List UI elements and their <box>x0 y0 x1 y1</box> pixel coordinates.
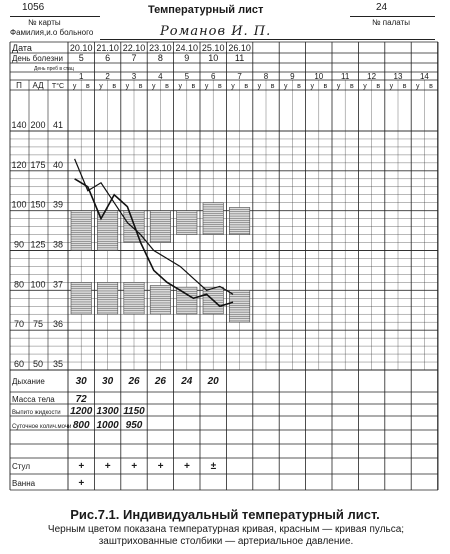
date-cell: 25.10 <box>201 43 225 53</box>
time-morning-label: у <box>99 83 103 90</box>
breath-cell: 26 <box>128 376 140 387</box>
time-evening-label: в <box>217 83 222 90</box>
bp-bar <box>71 211 91 251</box>
time-evening-label: в <box>323 83 328 90</box>
date-cell: 20.10 <box>69 43 93 53</box>
date-cell: 24.10 <box>175 43 199 53</box>
bath-label: Ванна <box>12 479 36 488</box>
time-morning-label: у <box>416 83 420 90</box>
pulse-scale-value: 140 <box>11 120 27 130</box>
stay-day-cell: 2 <box>105 72 110 81</box>
pulse-scale-value: 120 <box>11 159 27 170</box>
illness-day-cell: 6 <box>105 53 111 63</box>
stool-cell: ± <box>210 461 216 472</box>
stay-day-cell: 5 <box>184 72 190 81</box>
time-morning-label: у <box>231 83 235 90</box>
patient-name-label: Фамилия,и.о больного <box>10 28 94 37</box>
date-cell: 26.10 <box>228 43 251 53</box>
stay-day-cell: 10 <box>314 72 324 81</box>
card-number-label: № карты <box>28 18 61 27</box>
bp-bar <box>124 282 144 314</box>
stay-day-cell: 4 <box>158 72 163 81</box>
time-morning-label: у <box>336 83 341 90</box>
time-evening-label: в <box>85 83 90 90</box>
fluid-intake-cell: 1300 <box>96 406 119 417</box>
illness-day-cell: 7 <box>131 53 137 63</box>
stay-day-cell: 7 <box>237 72 242 81</box>
pulse-scale-value: 90 <box>13 239 25 250</box>
bp-bar <box>97 282 117 314</box>
time-evening-label: в <box>402 83 407 90</box>
urine-output-cell: 800 <box>72 420 90 431</box>
time-evening-label: в <box>429 83 433 90</box>
time-morning-label: у <box>363 83 367 90</box>
time-evening-label: в <box>376 83 381 90</box>
time-morning-label: у <box>204 83 209 90</box>
bp-bar <box>150 211 170 243</box>
temp-scale-value: 36 <box>52 319 64 330</box>
pulse-scale-value: 70 <box>13 319 25 330</box>
time-evening-label: в <box>112 83 117 90</box>
bp-scale-value: 75 <box>32 319 44 330</box>
bp-scale-value: 200 <box>30 120 46 130</box>
urine-output-label: Суточное колич.мочи <box>12 424 72 430</box>
illness-day-cell: 9 <box>184 53 190 63</box>
bp-bar <box>229 290 249 322</box>
sheet-title: Температурный лист <box>148 4 264 16</box>
stool-cell: + <box>157 461 164 472</box>
pulse-scale-value: 80 <box>13 279 25 290</box>
time-evening-label: в <box>244 83 249 90</box>
figure-caption-text: Черным цветом показана температурная кривая, красным — кривая пульса; заштрихованные столбики — артериальное давление. <box>47 524 405 547</box>
time-morning-label: у <box>310 83 314 90</box>
time-morning-label: у <box>178 83 182 90</box>
stool-cell: + <box>78 461 85 472</box>
illness-day-cell: 10 <box>208 53 219 63</box>
fluid-intake-label: Выпито жидкости <box>12 410 61 416</box>
breath-cell: 26 <box>154 376 166 387</box>
pulse-scale-value: 60 <box>13 359 25 369</box>
bp-bar <box>203 203 223 235</box>
stay-day-cell: 14 <box>419 72 429 81</box>
stay-day-cell: 1 <box>78 72 84 81</box>
ad-scale-header: АД <box>32 81 44 90</box>
breath-cell: 20 <box>207 376 219 387</box>
weight-cell: 72 <box>75 394 87 405</box>
pulse-scale-value: 100 <box>11 199 27 210</box>
temp-scale-value: 37 <box>52 279 64 290</box>
stay-day-cell: 11 <box>341 72 350 81</box>
bp-scale-value: 50 <box>32 359 44 369</box>
time-morning-label: у <box>389 83 394 90</box>
stay-day-cell: 8 <box>263 72 269 81</box>
time-evening-label: в <box>138 83 143 90</box>
fluid-intake-cell: 1200 <box>70 406 93 417</box>
date-cell: 21.10 <box>96 43 119 53</box>
stool-cell: + <box>183 461 190 472</box>
bp-bar <box>71 282 91 314</box>
bp-scale-value: 150 <box>30 199 46 210</box>
temp-scale-value: 41 <box>52 120 64 130</box>
stay-day-cell: 9 <box>290 72 295 81</box>
temp-scale-value: 39 <box>52 199 64 210</box>
breath-label: Дыхание <box>12 377 45 386</box>
p-scale-header: П <box>16 81 22 90</box>
illness-day-cell: 5 <box>78 53 84 63</box>
time-evening-label: в <box>165 83 169 90</box>
breath-cell: 24 <box>181 376 193 387</box>
time-morning-label: у <box>152 83 156 90</box>
temp-scale-value: 35 <box>52 359 64 369</box>
date-cell: 23.10 <box>149 43 172 53</box>
stool-cell: + <box>131 461 137 472</box>
chart-labels <box>11 43 433 489</box>
stool-cell: + <box>104 461 111 472</box>
illness-day-cell: 11 <box>234 53 245 63</box>
stay-day-label: День преб в стац <box>34 66 74 72</box>
breath-cell: 30 <box>102 376 114 387</box>
figure-caption-title: Рис.7.1. Индивидуальный температурный лист. <box>70 507 380 522</box>
t-scale-header: Т°С <box>51 83 65 90</box>
urine-output-cell: 1000 <box>96 420 119 431</box>
time-evening-label: в <box>270 83 275 90</box>
date-label: Дата <box>12 43 32 53</box>
patient-name: Романов И. П. <box>160 24 272 39</box>
breath-cell: 30 <box>75 376 87 387</box>
stay-day-cell: 6 <box>210 72 216 81</box>
illness-day-label: День болезни <box>12 54 64 63</box>
time-evening-label: в <box>297 83 301 90</box>
bp-scale-value: 100 <box>30 279 46 290</box>
stay-day-cell: 12 <box>367 72 377 81</box>
time-morning-label: у <box>257 83 262 90</box>
bath-cell: + <box>78 478 85 489</box>
time-morning-label: у <box>72 83 77 90</box>
illness-day-cell: 8 <box>157 53 163 63</box>
ward-number-label: № палаты <box>372 18 410 27</box>
date-cell: 22.10 <box>122 43 146 53</box>
time-morning-label: у <box>284 83 288 90</box>
stay-day-cell: 13 <box>393 72 403 81</box>
card-number-value: 1056 <box>22 2 45 13</box>
time-evening-label: в <box>191 83 196 90</box>
bp-scale-value: 125 <box>30 239 46 250</box>
time-morning-label: у <box>125 83 130 90</box>
weight-label: Масса тела <box>12 395 55 404</box>
ward-number-value: 24 <box>376 2 388 13</box>
time-evening-label: в <box>349 83 354 90</box>
urine-output-cell: 950 <box>125 420 143 431</box>
bp-bar <box>177 211 197 235</box>
stool-label: Стул <box>12 462 31 471</box>
temp-scale-value: 40 <box>52 159 64 170</box>
temp-scale-value: 38 <box>52 239 64 250</box>
bp-scale-value: 175 <box>30 159 46 170</box>
stay-day-cell: 3 <box>131 72 137 81</box>
fluid-intake-cell: 1150 <box>123 406 145 417</box>
